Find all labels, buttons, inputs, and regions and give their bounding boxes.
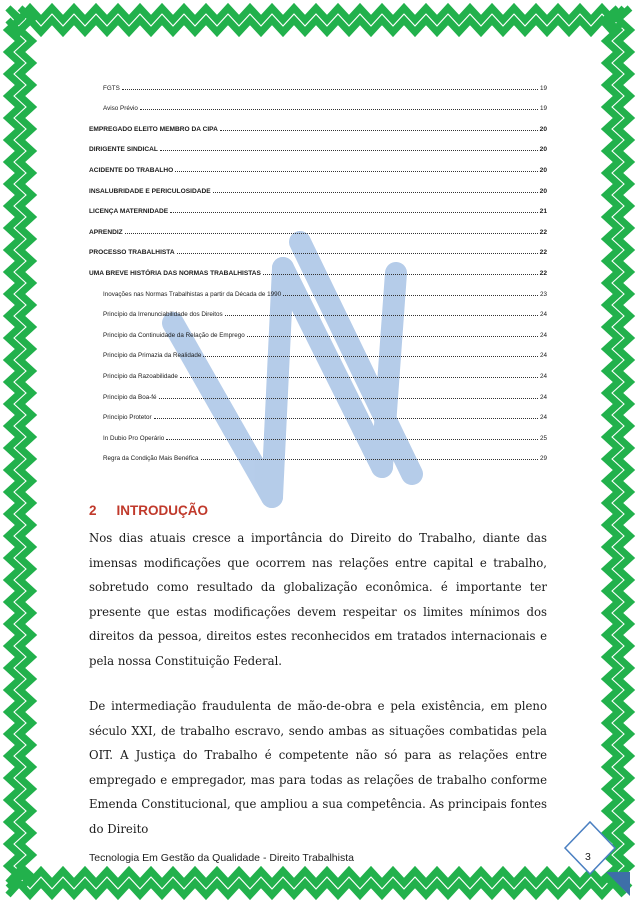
toc-leader-dots [140,108,538,110]
toc-leader-dots [203,355,538,357]
toc-entry-label: Princípio Protetor [103,414,152,422]
toc-entry[interactable] [89,401,547,422]
toc-entry-page: 21 [539,208,547,216]
toc-leader-dots [220,129,538,131]
toc-leader-dots [125,232,538,234]
toc-entry-label: LICENÇA MATERNIDADE [89,208,169,216]
toc-leader-dots [180,376,538,378]
toc-entry[interactable] [89,359,547,380]
toc-entry[interactable] [89,421,547,442]
toc-entry-label: UMA BREVE HISTÓRIA DAS NORMAS TRABALHISTAS [89,269,261,277]
toc-entry-page: 20 [539,166,547,174]
toc-leader-dots [283,294,538,296]
toc-entry-label: EMPREGADO ELEITO MEMBRO DA CIPA [89,125,218,133]
toc-entry-label: ACIDENTE DO TRABALHO [89,166,174,174]
toc-entry[interactable] [89,277,547,298]
toc-entry-page: 24 [539,311,547,319]
toc-leader-dots [213,191,538,193]
toc-leader-dots [201,458,538,460]
toc-entry-label: DIRIGENTE SINDICAL [89,146,158,154]
toc-entry-page: 22 [539,269,547,277]
toc-entry[interactable] [89,174,547,195]
toc-entry-page: 24 [539,331,547,339]
toc-entry-page: 20 [539,146,547,154]
paragraph: De intermediação fraudulenta de mão-de-obra e pela existência, em pleno século XXI, de trabalho escravo, sendo ambas as situações combatidas pela OIT. A Justiça do Trabalho é competente não só para as relações entre empregado e empregador, mas para todas as relações de trabalho conforme Emenda Constitucional, que ampliou a sua competência. As principais fontes do Direito [89,699,547,836]
toc-entry[interactable] [89,380,547,401]
toc-entry[interactable] [89,71,547,92]
toc-leader-dots [154,417,538,419]
toc-entry[interactable] [89,442,547,463]
footer-text: Tecnologia Em Gestão da Qualidade - Direito Trabalhista [89,852,354,864]
table-of-contents [89,71,547,462]
toc-entry-page: 24 [539,372,547,380]
toc-entry-label: PROCESSO TRABALHISTA [89,249,175,257]
toc-entry[interactable] [89,215,547,236]
toc-entry-label: Princípio da Continuidade da Relação de Emprego [103,331,245,339]
toc-entry[interactable] [89,153,547,174]
toc-entry-page: 23 [539,290,547,298]
toc-leader-dots [177,252,538,254]
toc-entry-label: APRENDIZ [89,228,123,236]
paragraph: Nos dias atuais cresce a importância do Direito do Trabalho, diante das imensas modificações que ocorrem nas relações entre capital e trabalho, sobretudo como resultado da globalização econômica. é importante ter presente que estas modificações devem respeitar os limites mínimos dos direitos da pessoa, direitos estes reconhecidos em tratados internacionais e pela nossa Constituição Federal. [89,531,547,668]
toc-leader-dots [225,314,538,316]
toc-leader-dots [166,438,538,440]
toc-entry-page: 25 [539,434,547,442]
toc-entry-label: Princípio da Primazia da Realidade [103,352,202,360]
toc-entry[interactable] [89,339,547,360]
section-title: INTRODUÇÃO [116,503,209,518]
toc-entry[interactable] [89,236,547,257]
toc-leader-dots [160,149,538,151]
toc-entry-label: Princípio da Irrenunciabilidade dos Direitos [103,311,223,319]
toc-entry-page: 22 [539,228,547,236]
toc-entry-label: Inovações nas Normas Trabalhistas a partir da Década de 1990 [103,290,282,298]
toc-entry-page: 24 [539,393,547,401]
toc-entry-label: In Dubio Pro Operário [103,434,165,442]
toc-entry[interactable] [89,112,547,133]
toc-leader-dots [159,397,538,399]
toc-entry-label: Princípio da Boa-fé [103,393,157,401]
toc-entry-page: 24 [539,414,547,422]
toc-entry[interactable] [89,133,547,154]
toc-leader-dots [122,88,538,90]
toc-entry[interactable] [89,318,547,339]
toc-entry-page: 22 [539,249,547,257]
toc-entry-label: Aviso Prévio [103,105,138,113]
toc-leader-dots [175,170,537,172]
section-number: 2 [89,503,97,518]
footer-page-number: 3 [585,851,591,863]
toc-entry-page: 19 [539,105,547,113]
toc-leader-dots [263,273,538,275]
toc-entry-page: 29 [539,455,547,463]
toc-entry-label: INSALUBRIDADE E PERICULOSIDADE [89,187,211,195]
toc-entry-label: Princípio da Razoabilidade [103,372,178,380]
toc-entry[interactable] [89,92,547,113]
toc-leader-dots [170,211,538,213]
toc-entry[interactable] [89,195,547,216]
toc-entry-label: FGTS [103,84,120,92]
toc-entry[interactable] [89,298,547,319]
toc-entry[interactable] [89,256,547,277]
toc-entry-page: 19 [539,84,547,92]
section-heading [89,503,208,518]
toc-entry-page: 24 [539,352,547,360]
toc-leader-dots [247,335,538,337]
toc-entry-page: 20 [539,125,547,133]
toc-entry-page: 20 [539,187,547,195]
toc-entry-label: Regra da Condição Mais Benéfica [103,455,199,463]
